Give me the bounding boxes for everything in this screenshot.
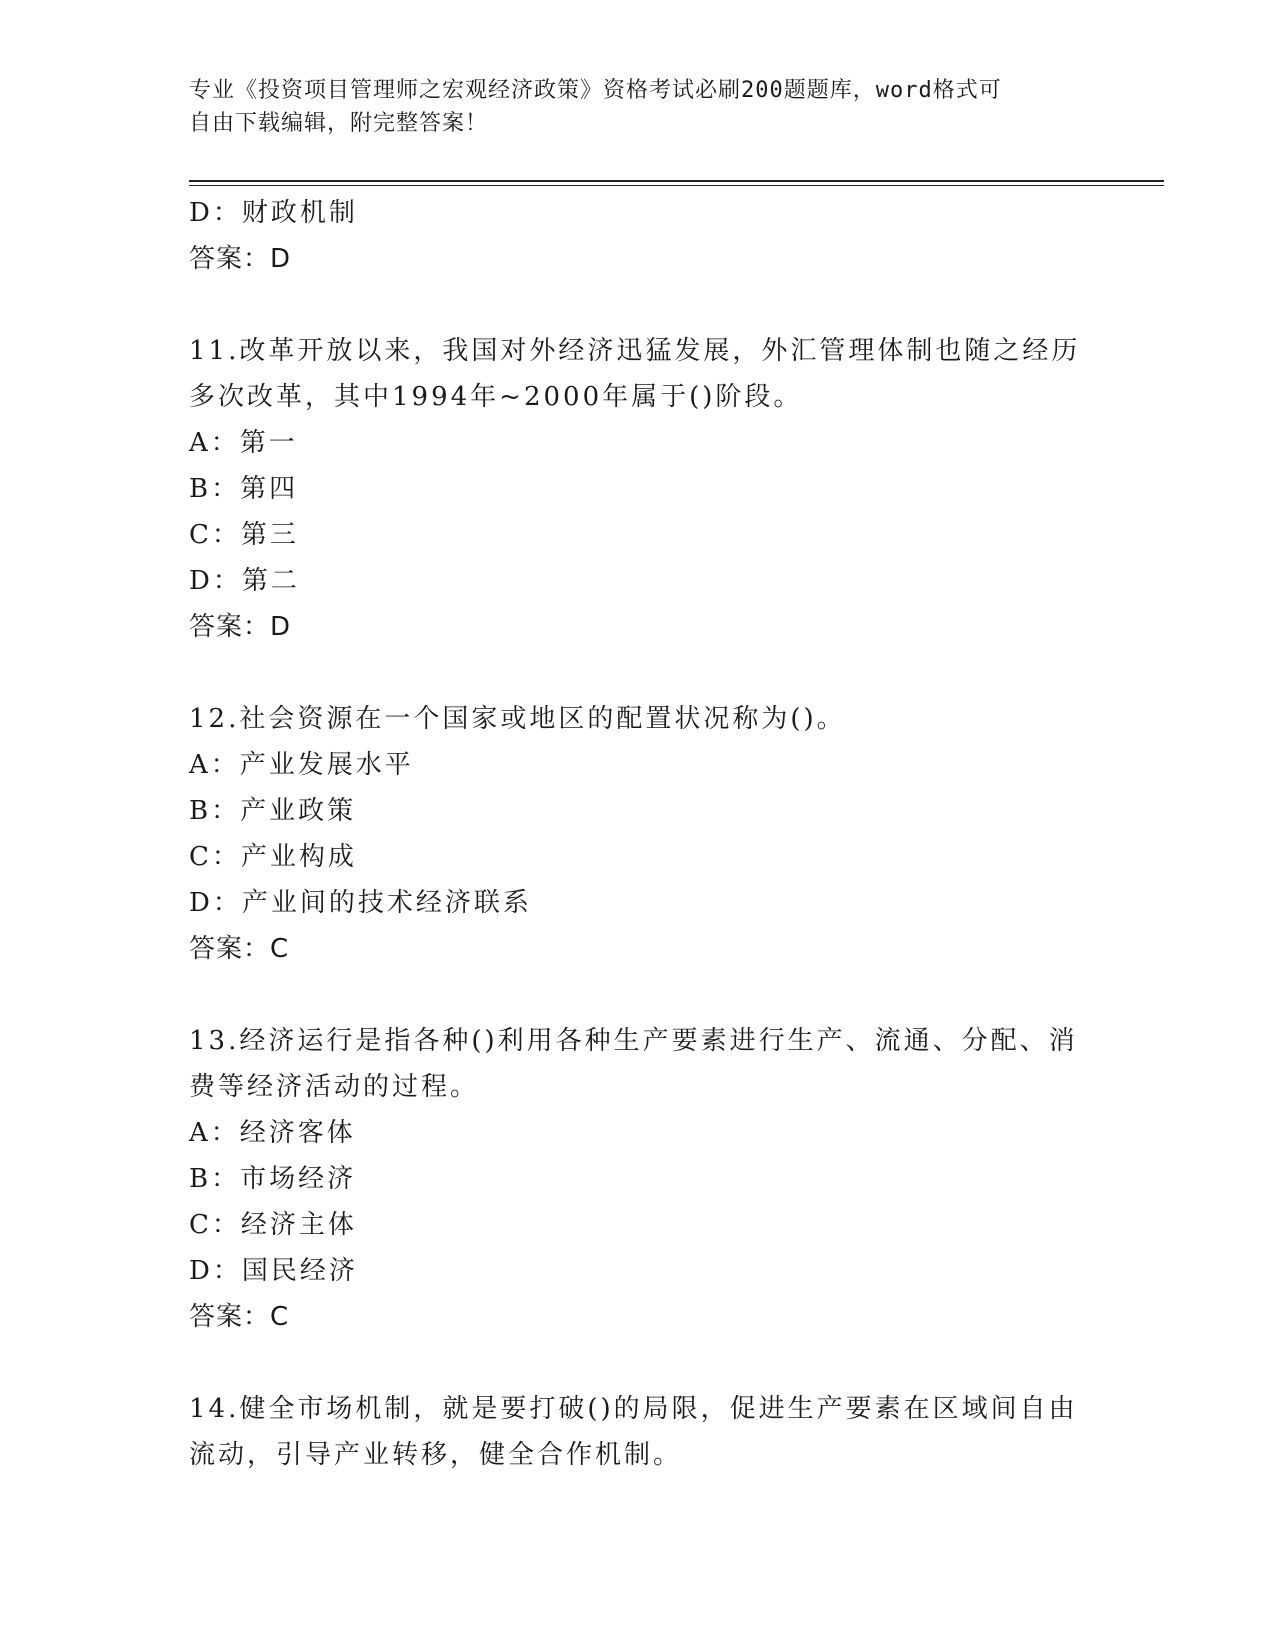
question-11 bbox=[189, 328, 1089, 650]
question-stem-line-1: 13.经济运行是指各种()利用各种生产要素进行生产、流通、分配、消 bbox=[189, 1026, 1078, 1056]
answer: 答案：C bbox=[189, 934, 290, 964]
question-stem-line-1: 14.健全市场机制，就是要打破()的局限，促进生产要素在区域间自由 bbox=[189, 1394, 1078, 1424]
question-stem-line-1: 11.改革开放以来，我国对外经济迅猛发展，外汇管理体制也随之经历 bbox=[189, 336, 1081, 366]
option-d: D：产业间的技术经济联系 bbox=[189, 888, 532, 918]
question-stem-line-1: 12.社会资源在一个国家或地区的配置状况称为()。 bbox=[189, 704, 846, 734]
header-rule-thin bbox=[189, 185, 1164, 186]
header-title-line-2: 自由下载编辑，附完整答案！ bbox=[189, 111, 489, 136]
header-title-line-1: 专业《投资项目管理师之宏观经济政策》资格考试必刷200题题库，word格式可 bbox=[189, 78, 1002, 103]
question-13 bbox=[189, 1018, 1089, 1340]
question-14 bbox=[189, 1386, 1089, 1478]
option-b: B：市场经济 bbox=[189, 1164, 357, 1194]
option-a: A：第一 bbox=[189, 428, 298, 458]
header-rule-thick bbox=[189, 180, 1164, 182]
option-d: D：国民经济 bbox=[189, 1256, 358, 1286]
option-c: C：产业构成 bbox=[189, 842, 357, 872]
document-header bbox=[189, 74, 1089, 140]
option-b: B：产业政策 bbox=[189, 796, 357, 826]
option-c: C：经济主体 bbox=[189, 1210, 357, 1240]
question-stem-line-2: 多次改革，其中1994年~2000年属于()阶段。 bbox=[189, 382, 803, 412]
question-stem-line-2: 费等经济活动的过程。 bbox=[189, 1072, 480, 1102]
question-list bbox=[189, 190, 1089, 1478]
prev-answer: 答案：D bbox=[189, 244, 292, 274]
option-b: B：第四 bbox=[189, 474, 299, 504]
answer: 答案：C bbox=[189, 1302, 290, 1332]
prev-option-d: D：财政机制 bbox=[189, 198, 358, 228]
option-c: C：第三 bbox=[189, 520, 299, 550]
answer: 答案：D bbox=[189, 612, 292, 642]
option-a: A：产业发展水平 bbox=[189, 750, 414, 780]
option-a: A：经济客体 bbox=[189, 1118, 356, 1148]
question-12 bbox=[189, 696, 1089, 972]
question-stem-line-2: 流动，引导产业转移，健全合作机制。 bbox=[189, 1440, 683, 1470]
option-d: D：第二 bbox=[189, 566, 300, 596]
